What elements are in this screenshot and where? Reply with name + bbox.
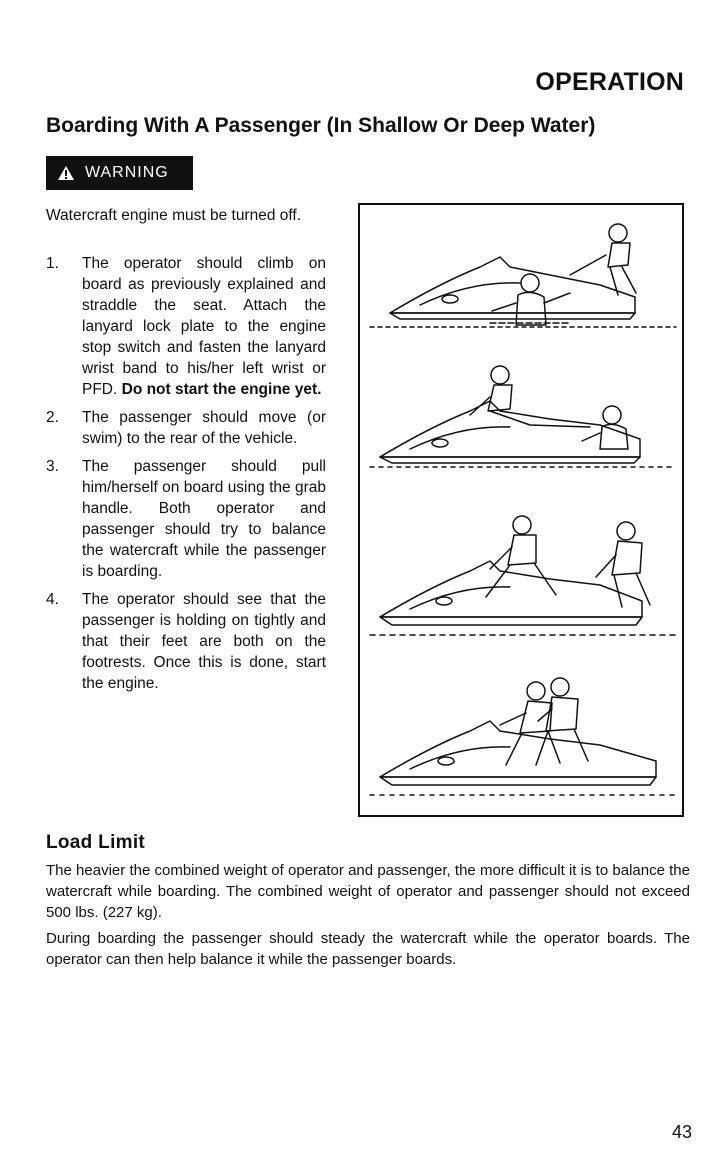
step-number: 1. — [46, 255, 59, 272]
load-limit-paragraph-2: During boarding the passenger should steady the watercraft while the operator boards. The operator can then help balance it while the passenger boards. — [46, 930, 690, 968]
step-number: 2. — [46, 409, 59, 426]
warning-label: WARNING — [85, 164, 169, 181]
step-item — [46, 456, 326, 582]
illustration-panel-3 — [370, 516, 676, 635]
load-limit-paragraph-1: The heavier the combined weight of operator and passenger, the more difficult it is to balance the watercraft while boarding. The combined weight of operator and passenger should not exceed 500 lbs. (227 kg). — [46, 862, 690, 921]
page-heading: Boarding With A Passenger (In Shallow Or Deep Water) — [46, 114, 596, 137]
intro-text: Watercraft engine must be turned off. — [46, 207, 302, 224]
section-title: OPERATION — [535, 68, 684, 96]
illustration-panel-1 — [370, 224, 676, 327]
step-text: The passenger should move (or swim) to the rear of the vehicle. — [82, 409, 326, 447]
boarding-steps — [46, 253, 326, 701]
step-text: The operator should see that the passenger is holding on tightly and that their feet are both on the footrests. Once this is done, start the engine. — [82, 591, 326, 692]
step-text: The operator should climb on board as previously explained and straddle the seat. Attach the lanyard lock plate to the engine stop switch and fasten the lanyard wrist band to his/her left wrist or PFD. — [82, 255, 326, 398]
page-number: 43 — [671, 1122, 692, 1142]
step-number: 3. — [46, 458, 59, 475]
warning-triangle-icon — [57, 165, 75, 181]
step-item — [46, 589, 326, 694]
warning-badge — [46, 156, 193, 190]
illustration-panel-4 — [370, 678, 676, 795]
step-number: 4. — [46, 591, 59, 608]
boarding-illustration — [358, 203, 684, 817]
step-bold-text: Do not start the engine yet. — [121, 381, 322, 398]
step-item — [46, 407, 326, 449]
load-limit-title: Load Limit — [46, 832, 146, 853]
step-text: The passenger should pull him/herself on board using the grab handle. Both operator and passenger should try to balance the watercraft while the passenger is boarding. — [82, 458, 326, 580]
illustration-panel-2 — [370, 366, 676, 467]
step-item — [46, 253, 326, 400]
